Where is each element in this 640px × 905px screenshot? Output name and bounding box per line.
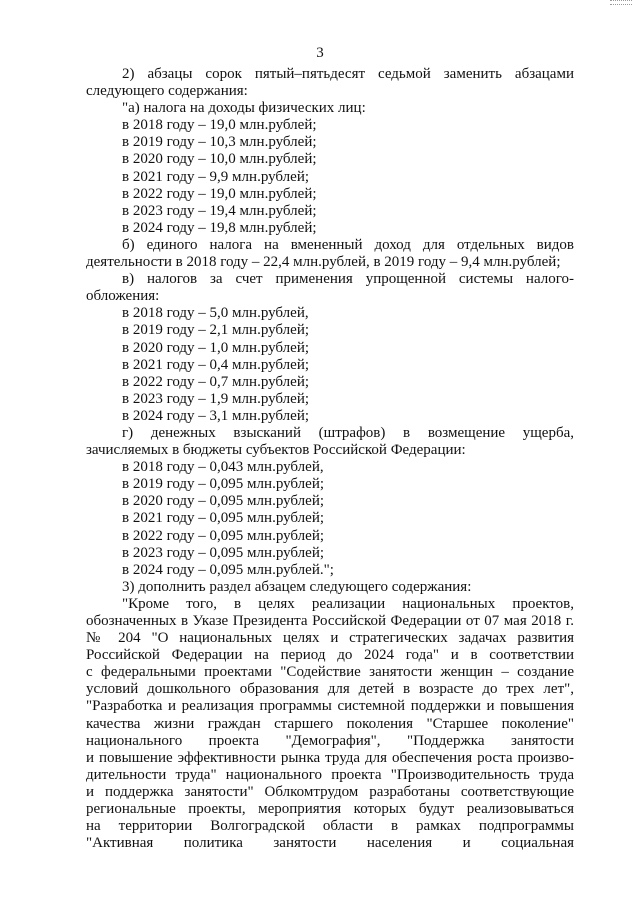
text-line: 3) дополнить раздел абзацем следующего содержания:	[122, 578, 472, 595]
text-line: в 2021 году – 0,4 млн.рублей;	[122, 356, 310, 373]
text-line: в 2020 году – 0,095 млн.рублей;	[122, 493, 325, 510]
text-line: в 2022 году – 0,7 млн.рублей;	[122, 373, 310, 390]
text-line: "Кроме того, в целях реализации национальных проектов,	[122, 595, 574, 612]
scan-corner-mark	[610, 0, 632, 5]
text-line: в 2020 году – 1,0 млн.рублей;	[122, 339, 310, 356]
page-number: 3	[316, 45, 324, 61]
text-line: в 2024 году – 19,8 млн.рублей;	[122, 219, 317, 236]
text-line: "а) налога на доходы физических лиц:	[122, 100, 366, 117]
text-line: в 2018 году – 19,0 млн.рублей;	[122, 117, 317, 134]
text-line: в) налогов за счет применения упрощенной системы налого-	[122, 271, 574, 288]
text-line: в 2018 году – 5,0 млн.рублей,	[122, 305, 309, 322]
text-line: региональные проекты, мероприятия которых будут реализовываться	[86, 801, 574, 818]
text-line: с федеральными проектами "Содействие занятости женщин – создание	[86, 664, 574, 681]
text-line: в 2019 году – 0,095 млн.рублей;	[122, 476, 325, 493]
text-line: Российской Федерации на период до 2024 года" и в соответствии	[86, 647, 574, 664]
text-line: в 2023 году – 1,9 млн.рублей;	[122, 390, 310, 407]
text-line: обложения:	[86, 288, 160, 305]
text-line: в 2022 году – 0,095 млн.рублей;	[122, 527, 325, 544]
text-line: в 2023 году – 0,095 млн.рублей;	[122, 544, 325, 561]
text-line: "Разработка и реализация программы системной поддержки и повышения	[86, 698, 574, 715]
text-line: в 2021 году – 9,9 млн.рублей;	[122, 168, 310, 185]
text-line: № 204 "О национальных целях и стратегических задачах развития	[86, 630, 574, 647]
text-line: деятельности в 2018 году – 22,4 млн.рублей, в 2019 году – 9,4 млн.рублей;	[86, 254, 561, 271]
text-line: в 2018 году – 0,043 млн.рублей,	[122, 459, 324, 476]
text-line: "Активная политика занятости населения и социальная	[86, 835, 574, 852]
text-line: в 2020 году – 10,0 млн.рублей;	[122, 151, 317, 168]
text-line: в 2024 году – 3,1 млн.рублей;	[122, 407, 310, 424]
text-line: и повышение эффективности рынка труда для обеспечения роста произво-	[86, 749, 574, 766]
text-line: в 2019 году – 2,1 млн.рублей;	[122, 322, 310, 339]
text-line: национального проекта "Демография", "Поддержка занятости	[86, 732, 574, 749]
text-line: следующего содержания:	[86, 83, 248, 100]
text-line: дительности труда" национального проекта "Производительность труда	[86, 766, 574, 783]
text-line: на территории Волгоградской области в рамках подпрограммы	[86, 818, 574, 835]
text-line: г) денежных взысканий (штрафов) в возмещение ущерба,	[122, 424, 574, 441]
text-line: качества жизни граждан старшего поколения "Старшее поколение"	[86, 715, 574, 732]
text-line: в 2021 году – 0,095 млн.рублей;	[122, 510, 325, 527]
text-line: зачисляемых в бюджеты субъектов Российской Федерации:	[86, 442, 466, 459]
document-body	[86, 66, 574, 852]
text-line: в 2022 году – 19,0 млн.рублей;	[122, 185, 317, 202]
text-line: и поддержка занятости" Облкомтрудом разработаны соответствующие	[86, 783, 574, 800]
text-line: в 2023 году – 19,4 млн.рублей;	[122, 202, 317, 219]
text-line: 2) абзацы сорок пятый–пятьдесят седьмой заменить абзацами	[122, 66, 574, 82]
text-line: условий дошкольного образования для детей в возрасте до трех лет",	[86, 681, 574, 698]
text-line: б) единого налога на вмененный доход для отдельных видов	[122, 236, 574, 253]
text-line: в 2024 году – 0,095 млн.рублей.";	[122, 561, 334, 578]
text-line: в 2019 году – 10,3 млн.рублей;	[122, 134, 317, 151]
text-line: обозначенных в Указе Президента Российской Федерации от 07 мая 2018 г.	[86, 613, 574, 629]
